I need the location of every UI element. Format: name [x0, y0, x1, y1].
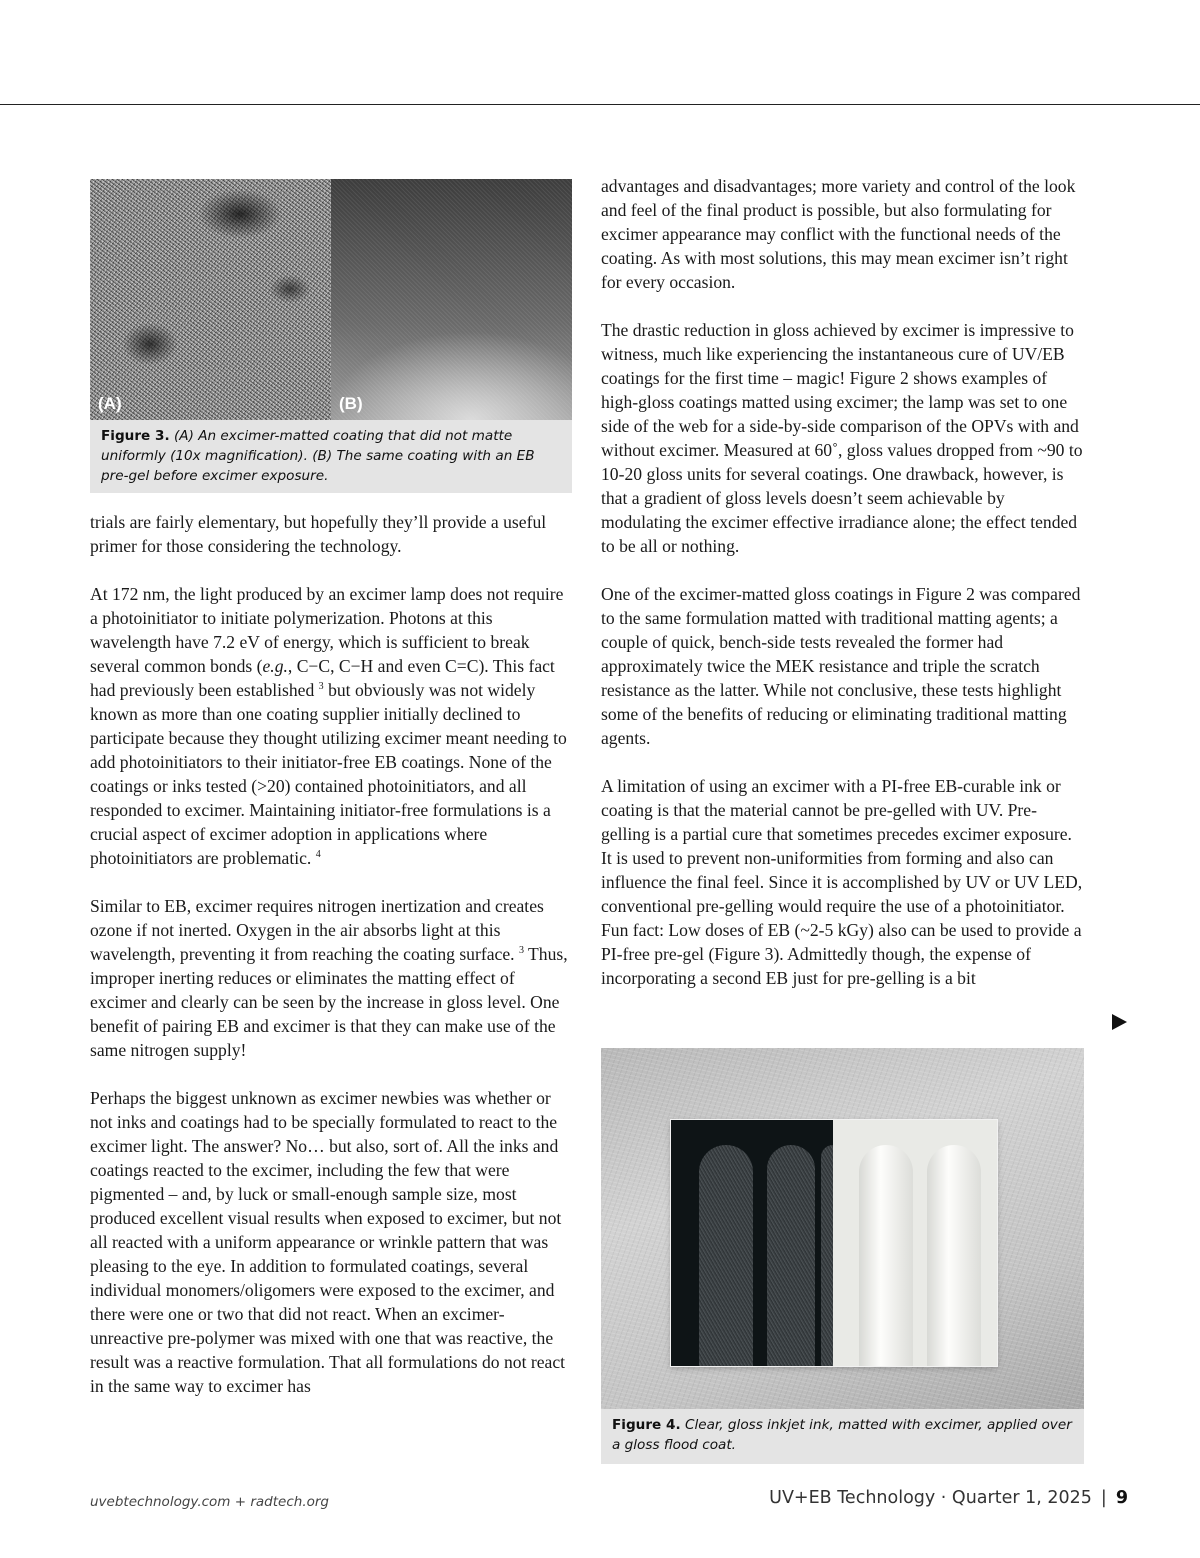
- paragraph: advantages and disadvantages; more variety and control of the look and feel of the final product is possible, but also formulating for excimer appearance may conflict with the functional needs of the coating. As with most solutions, this may mean excimer isn’t right for every occasion.: [601, 176, 1076, 292]
- paragraph: The drastic reduction in gloss achieved by excimer is impressive to witness, much like experiencing the instantaneous cure of UV/EB coatings for the first time – magic! Figure 2 shows examples of high-gloss coatings matted using excimer; the lamp was set to one side of the web for a side-by-side comparison of the OPVs with and without excimer. Measured at 60˚, gloss values dropped from ~90 to 10-20 gloss units for several coatings. One drawback, however, is that a gradient of gloss levels doesn’t seem achievable by modulating the excimer effective irradiance alone; the effect tended to be all or nothing.: [601, 320, 1083, 556]
- figure-4-caption-label: Figure 4.: [612, 1417, 681, 1433]
- reference-marker: 3: [518, 945, 524, 957]
- page-number: 9: [1115, 1488, 1128, 1508]
- publication-title: UV+EB Technology · Quarter 1, 2025: [769, 1488, 1092, 1508]
- paragraph: A limitation of using an excimer with a PI-free EB-curable ink or coating is that the material cannot be pre-gelled with UV. Pre-gelling is a partial cure that sometimes precedes excimer exposure. It is used to prevent non-uniformities from forming and also can influence the final feel. Since it is accomplished by UV or UV LED, conventional pre-gelling would require the use of a photoinitiator. Fun fact: Low doses of EB (~2-5 kGy) also can be used to provide a PI-free pre-gel (Figure 3). Admittedly though, the expense of incorporating a second EB just for pre-gelling is a bit: [601, 776, 1083, 988]
- paragraph: trials are fairly elementary, but hopefully they’ll provide a useful primer for those considering the technology.: [90, 512, 547, 556]
- left-column: [90, 510, 572, 1398]
- matted-stripe: [821, 1145, 833, 1366]
- paragraph: Perhaps the biggest unknown as excimer newbies was whether or not inks and coatings had to be specially formulated to react to the excimer light. The answer? No… but also, sort of. All the inks and coatings reacted to the excimer, including the few that were pigmented – and, by luck or small-enough sample size, most produced excellent visual results when exposed to excimer, but not all reacted with a uniform appearance or wrinkle pattern that was pleasing to the eye. In addition to formulated coatings, several individual monomers/oligomers were exposed to the excimer, and there were one or two that did not react. When an excimer-unreactive pre-polymer was mixed with one that was reactive, the result was a reactive formulation. That all formulations do not react in the same way to excimer has: [90, 1088, 566, 1396]
- continue-arrow-icon: [1112, 1014, 1127, 1030]
- right-column: [601, 174, 1085, 990]
- black-substrate: [671, 1120, 833, 1366]
- figure-4-caption: [601, 1409, 1084, 1464]
- figure-3-caption: [90, 420, 572, 493]
- panel-a-label: (A): [98, 394, 122, 413]
- figure-4: [601, 1048, 1084, 1464]
- figure-3-panel-b-image: [331, 179, 572, 420]
- figure-3-panel-a-image: [90, 179, 331, 420]
- matted-stripe: [699, 1145, 753, 1366]
- reference-marker: 4: [315, 849, 321, 861]
- matted-stripe: [927, 1145, 981, 1366]
- footer-publication-info: [769, 1488, 1128, 1508]
- figure-4-caption-text: Clear, gloss inkjet ink, matted with excimer, applied over a gloss flood coat.: [612, 1417, 1072, 1453]
- white-substrate: [833, 1120, 997, 1366]
- sample-card: [671, 1120, 997, 1366]
- figure-3-caption-label: Figure 3.: [101, 428, 170, 444]
- figure-3-caption-text: (A) An excimer-matted coating that did not matte uniformly (10x magnification). (B) The same coating with an EB pre-gel before excimer exposure.: [101, 428, 535, 484]
- figure-3: [90, 179, 572, 493]
- figure-3-images: [90, 179, 572, 420]
- paragraph: At 172 nm, the light produced by an excimer lamp does not require a photoinitiator to initiate polymerization. Photons at this wavelength have 7.2 eV of energy, which is sufficient to break several common bonds (e.g., C−C, C−H and even C=C). This fact had previously been established $^3$ but obviously was not widely known as more than one coating supplier initially declined to participate because they thought utilizing excimer meant needing to add photoinitiators to their initiator-free EB coatings. None of the coatings or inks tested (>20) contained photoinitiators, and all responded to excimer. Maintaining initiator-free formulations is a crucial aspect of excimer adoption in applications where photoinitiators are problematic. $^4$: [90, 584, 567, 868]
- matted-stripe: [859, 1145, 913, 1366]
- matted-stripe: [767, 1145, 815, 1366]
- header-rule: [0, 104, 1200, 105]
- footer-sites: uvebtechnology.com + radtech.org: [90, 1494, 329, 1510]
- reference-marker: 3: [318, 681, 324, 693]
- paragraph: One of the excimer-matted gloss coatings in Figure 2 was compared to the same formulation matted with traditional matting agents; a couple of quick, bench-side tests revealed the former had approximately twice the MEK resistance and triple the scratch resistance as the latter. While not conclusive, these tests highlight some of the benefits of reducing or eliminating traditional matting agents.: [601, 584, 1081, 748]
- footer-separator: |: [1100, 1488, 1107, 1508]
- panel-b-label: (B): [339, 394, 363, 413]
- paragraph: Similar to EB, excimer requires nitrogen inertization and creates ozone if not inerted. Oxygen in the air absorbs light at this wavelength, preventing it from reaching the coating surface. $^3$ Thus, improper inerting reduces or eliminates the matting effect of excimer and clearly can be seen by the increase in gloss level. One benefit of pairing EB and excimer is that they can make use of the same nitrogen supply!: [90, 896, 568, 1060]
- figure-4-photo: [601, 1048, 1084, 1409]
